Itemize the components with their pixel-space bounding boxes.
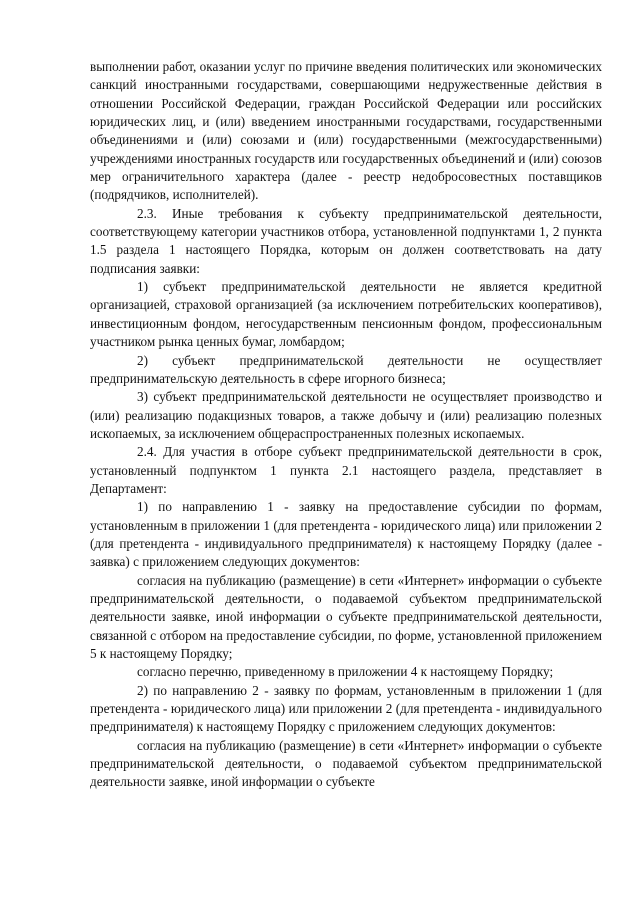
paragraph-section-2-3: 2.3. Иные требования к субъекту предпринимательской деятельности, соответствующему категории участников отбора, установленной подпунктами 1, 2 пункта 1.5 раздела 1 настоящего Порядка, которым он должен соответствовать на дату подписания заявки: [90, 205, 602, 276]
paragraph-registry-continuation: выполнении работ, оказании услуг по причине введения политических или экономических санкций иностранными государствами, совершающими недружественные действия в отношении Российской Федерации, граждан Российской Федерации или российских юридических лиц, и (или) введением иностранными государствами, государственными объединениями и (или) союзами и (или) государственными (межгосударственными) учреждениями иностранных государств или государственных объединений и (или) союзов мер ограничительного характера (далее - реестр недобросовестных поставщиков (подрядчиков, исполнителей). [90, 59, 602, 203]
paragraph-requirement-2: 2) субъект предпринимательской деятельности не осуществляет предпринимательскую деятельность в сфере игорного бизнеса; [90, 352, 602, 386]
paragraph-requirement-3: 3) субъект предпринимательской деятельности не осуществляет производство и (или) реализацию подакцизных товаров, а также добычу и (или) реализацию полезных ископаемых, за исключением общераспространенных полезных ископаемых. [90, 389, 602, 441]
paragraph-direction-1-consent: согласия на публикацию (размещение) в сети «Интернет» информации о субъекте предпринимательской деятельности, о подаваемой субъектом предпринимательской деятельности заявке, иной информации о субъекте предпринимательской деятельности, связанной с отбором на предоставление субсидии, по форме, установленной приложением 5 к настоящему Порядку; [90, 572, 602, 661]
document-page [90, 58, 602, 792]
paragraph-direction-2-consent: согласия на публикацию (размещение) в сети «Интернет» информации о субъекте предпринимательской деятельности, о подаваемой субъектом предпринимательской деятельности заявке, иной информации о субъекте [90, 737, 602, 790]
paragraph-requirement-1: 1) субъект предпринимательской деятельности не является кредитной организацией, страховой организацией (за исключением потребительских кооперативов), инвестиционным фондом, негосударственным пенсионным фондом, профессиональным участником рынка ценных бумаг, ломбардом; [90, 279, 602, 350]
paragraph-direction-2: 2) по направлению 2 - заявку по формам, установленным в приложении 1 (для претендента - юридического лица) или приложении 2 (для претендента - индивидуального предпринимателя) к настоящему Порядку с приложением следующих документов: [90, 682, 602, 735]
paragraph-section-2-4: 2.4. Для участия в отборе субъект предпринимательской деятельности в срок, установленный подпунктом 1 пункта 2.1 настоящего раздела, представляет в Департамент: [90, 444, 602, 496]
paragraph-direction-1-list: согласно перечню, приведенному в приложении 4 к настоящему Порядку; [137, 664, 554, 680]
paragraph-direction-1: 1) по направлению 1 - заявку на предоставление субсидии по формам, установленным в приложении 1 (для претендента - юридического лица) или приложении 2 (для претендента - индивидуального предпринимателя) к настоящему Порядку (далее - заявка) с приложением следующих документов: [90, 499, 602, 570]
